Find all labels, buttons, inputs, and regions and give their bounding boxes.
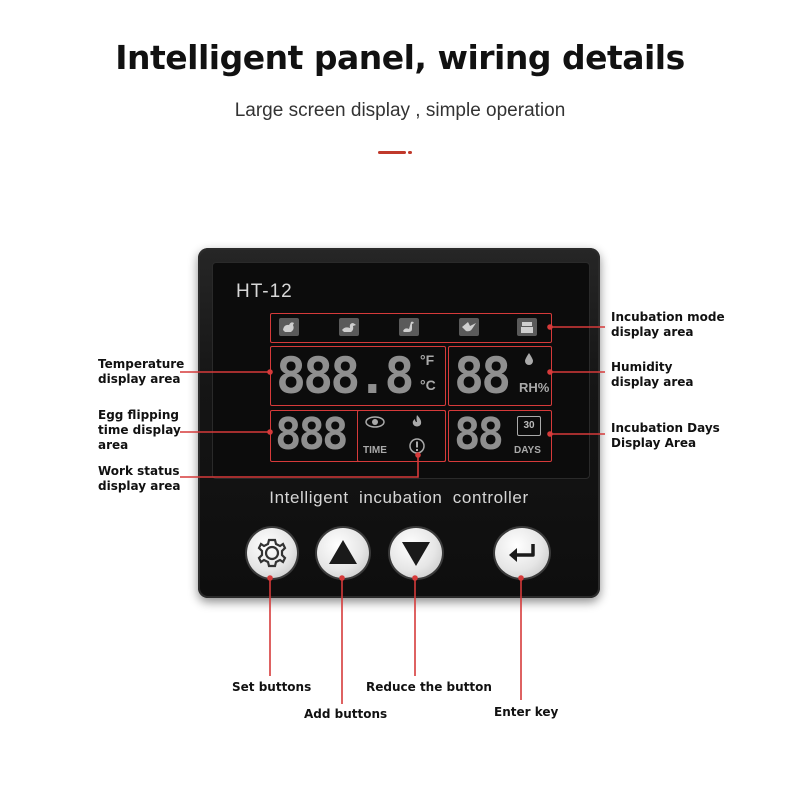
page-title: Intelligent panel, wiring details [115,38,685,77]
callout-temperature: Temperature display area [98,357,185,386]
callout-humidity: Humidity display area [611,360,694,389]
callout-add-buttons: Add buttons [304,707,388,721]
celsius-unit: °C [420,377,436,393]
temperature-digits: 888.8 [276,347,412,405]
humidity-digits: 88 [454,347,509,405]
callout-incubation-days: Incubation Days Display Area [611,421,720,450]
callout-reduce-button: Reduce the button [366,680,492,694]
callout-incubation-mode: Incubation mode display area [611,310,725,339]
humidity-unit: RH% [519,380,550,395]
callout-egg-flipping: Egg flipping time display area [98,408,181,452]
time-label: TIME [363,445,387,456]
days-digits: 88 [454,409,501,460]
calendar-number: 30 [523,420,535,431]
fahrenheit-unit: °F [420,352,435,368]
callout-work-status: Work status display area [98,464,181,493]
page-subtitle: Large screen display , simple operation [234,100,566,121]
time-digits: 888 [275,409,346,460]
days-label: DAYS [514,445,541,456]
model-label: HT-12 [236,281,293,302]
callout-enter-key: Enter key [494,705,559,719]
brand-text: Intelligent incubation controller [269,488,529,507]
callout-set-buttons: Set buttons [232,680,312,694]
